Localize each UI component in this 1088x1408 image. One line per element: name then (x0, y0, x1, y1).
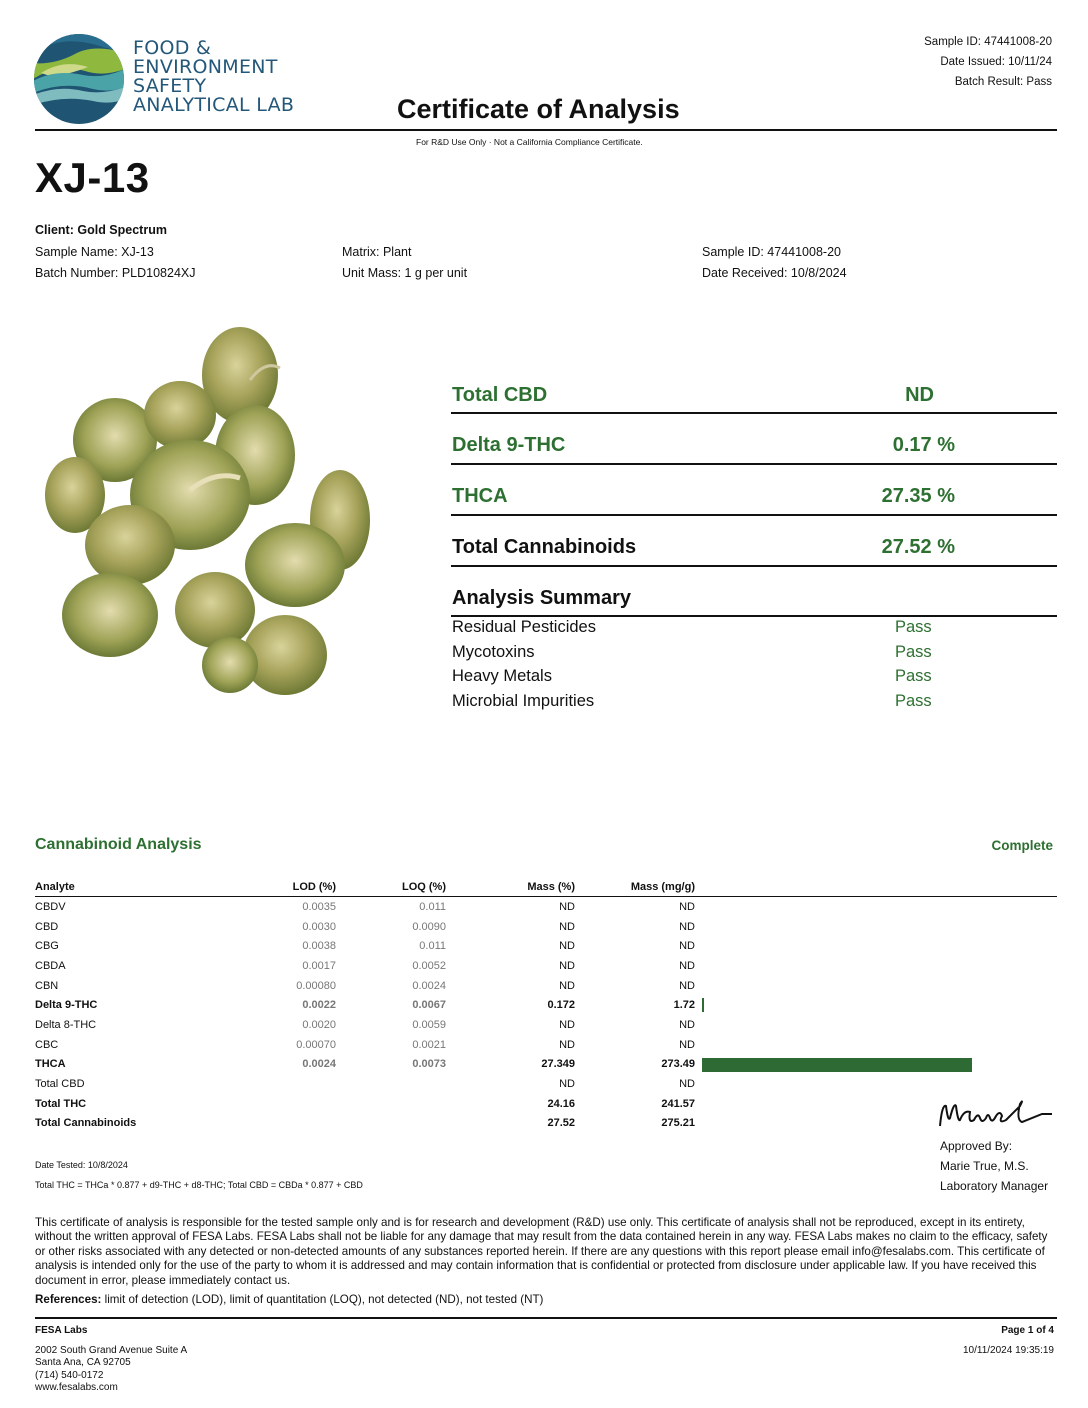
product-name: XJ-13 (35, 154, 150, 201)
footer-timestamp: 10/11/2024 19:35:19 (962, 1344, 1054, 1356)
date-received: Date Received: 10/8/2024 (702, 266, 847, 280)
loq-cell: 0.011 (419, 940, 446, 953)
lab-logo (33, 33, 125, 125)
analysis-item-status: Pass (895, 692, 932, 710)
table-row (35, 936, 1057, 956)
analyte-cell: Delta 9-THC (35, 999, 98, 1012)
table-row (35, 1055, 1057, 1075)
references-label: References: (35, 1293, 102, 1306)
table-row (35, 1035, 1057, 1055)
cannabinoid-table-body (35, 897, 1057, 1134)
table-row (35, 956, 1057, 976)
column-header-bar (695, 878, 1057, 897)
bar-cell (695, 1074, 1057, 1094)
analyte-cell: CBG (35, 940, 59, 953)
mass-mg-cell: ND (679, 1078, 695, 1091)
column-header-analyte: Analyte (35, 878, 225, 897)
bar-cell (695, 917, 1057, 937)
bar-cell (695, 1035, 1057, 1055)
client-name: Client: Gold Spectrum (35, 223, 167, 237)
lod-cell: 0.00080 (296, 979, 336, 992)
mass-bar (702, 998, 704, 1012)
sample-info-col2 (342, 242, 467, 284)
logo-line: FOOD & (133, 37, 212, 59)
column-header-lod: LOD (%) (225, 878, 336, 897)
lod-cell: 0.0022 (302, 999, 336, 1012)
lod-cell: 0.0030 (302, 920, 336, 933)
footer-company: FESA Labs (35, 1325, 88, 1336)
summary-value: 27.35 % (881, 485, 955, 507)
lod-cell (225, 1094, 336, 1114)
table-row (35, 1114, 1057, 1134)
signature (936, 1092, 1056, 1136)
header-meta (924, 32, 1052, 92)
sample-id: Sample ID: 47441008-20 (702, 245, 841, 259)
lod-cell: 0.00070 (296, 1038, 336, 1051)
mass-pct-cell: ND (559, 979, 575, 992)
summary-label: THCA (452, 485, 508, 507)
analyte-cell: THCA (35, 1058, 66, 1071)
header-divider (35, 129, 1057, 131)
mass-pct-cell: ND (559, 920, 575, 933)
table-row (35, 976, 1057, 996)
cannabinoid-section-title: Cannabinoid Analysis (35, 836, 202, 853)
sample-info-col3 (702, 242, 847, 284)
loq-cell: 0.0024 (412, 979, 446, 992)
loq-cell (336, 1094, 446, 1114)
header-batch-result: Batch Result: Pass (954, 76, 1052, 88)
loq-cell: 0.0067 (412, 999, 446, 1012)
approval-block (940, 1136, 1048, 1196)
header-sample-id: Sample ID: 47441008-20 (924, 36, 1052, 48)
mass-pct-cell: 27.349 (541, 1058, 575, 1071)
loq-cell: 0.0073 (412, 1058, 446, 1071)
footer-address-line: 2002 South Grand Avenue Suite A (35, 1344, 188, 1356)
mass-bar (702, 1058, 972, 1072)
loq-cell (336, 1114, 446, 1134)
column-header-loq: LOQ (%) (336, 878, 446, 897)
mass-mg-cell: 275.21 (661, 1117, 695, 1130)
references-text: limit of detection (LOD), limit of quantitation (LOQ), not detected (ND), not tested (NT) (101, 1293, 544, 1306)
mass-pct-cell: ND (559, 959, 575, 972)
analysis-item-label: Residual Pesticides (452, 618, 596, 636)
page-subtitle: For R&D Use Only · Not a California Compliance Certificate. (416, 137, 643, 147)
loq-cell (336, 1074, 446, 1094)
cannabis-flower-image (40, 320, 380, 710)
footer-phone: (714) 540-0172 (35, 1369, 104, 1381)
loq-cell: 0.0090 (412, 920, 446, 933)
mass-pct-cell: 27.52 (547, 1117, 575, 1130)
mass-pct-cell: 0.172 (547, 999, 575, 1012)
loq-cell: 0.0052 (412, 959, 446, 972)
mass-mg-cell: ND (679, 959, 695, 972)
table-row (35, 1074, 1057, 1094)
bar-cell (695, 956, 1057, 976)
table-row (35, 897, 1057, 917)
header-date-issued: Date Issued: 10/11/24 (940, 56, 1052, 68)
sample-info-col1 (35, 242, 196, 284)
bar-cell (695, 897, 1057, 917)
analysis-summary-header (451, 567, 1057, 617)
footer-divider (35, 1317, 1057, 1319)
mass-mg-cell: ND (679, 979, 695, 992)
mass-pct-cell: ND (559, 1078, 575, 1091)
disclaimer-text: This certificate of analysis is responsible for the tested sample only and is for research and development (R&D) use only. This certificate of analysis shall not be reproduced, except in its entirety, without the written approval of FESA Labs. FESA Labs shall not be liable for any damage that may result from the data contained herein in any way. FESA Labs makes no claim to the efficacy, safety or other risks associated with any detected or non-detected amounts of any substances reported herein. If there are any questions with this report please email info@fesalabs.com. This certificate of analysis is intended only for the use of the party to whom it is addressed and may contain information that is confidential or protected from disclosure under applicable law. If you have received this document in error, please immediately contact us. (35, 1216, 1048, 1287)
date-tested: Date Tested: 10/8/2024 (35, 1160, 128, 1170)
footer-address (35, 1325, 187, 1395)
summary-label: Delta 9-THC (452, 434, 566, 456)
approved-by-label: Approved By: (940, 1139, 1013, 1153)
table-row (35, 917, 1057, 937)
summary-row-total-cannabinoids (451, 516, 1057, 567)
lod-cell (225, 1114, 336, 1134)
mass-mg-cell: ND (679, 1018, 695, 1031)
bar-cell (695, 1055, 1057, 1075)
bar-cell (695, 1015, 1057, 1035)
mass-mg-cell: ND (679, 900, 695, 913)
page-number: Page 1 of 4 (1001, 1325, 1054, 1336)
analyte-cell: CBN (35, 979, 59, 992)
summary-value: 0.17 % (892, 434, 955, 456)
analyte-cell: Total Cannabinoids (35, 1117, 137, 1130)
cannabinoid-table (35, 878, 1057, 1133)
analysis-item-status: Pass (895, 618, 932, 636)
lod-cell: 0.0017 (302, 959, 336, 972)
mass-pct-cell: ND (559, 1018, 575, 1031)
mass-pct-cell: ND (559, 1038, 575, 1051)
lod-cell: 0.0020 (302, 1018, 336, 1031)
table-row (35, 1094, 1057, 1114)
mass-mg-cell: 1.72 (673, 999, 695, 1012)
mass-pct-cell: ND (559, 900, 575, 913)
matrix: Matrix: Plant (342, 245, 412, 259)
signature-graphic (936, 1092, 1056, 1136)
logo-line: SAFETY (133, 75, 207, 97)
bar-cell (695, 936, 1057, 956)
summary-label: Total Cannabinoids (452, 536, 637, 558)
lod-cell: 0.0038 (302, 940, 336, 953)
page-title: Certificate of Analysis (397, 94, 680, 124)
table-header-row (35, 878, 1057, 897)
summary-row-total-cbd (451, 383, 1057, 414)
references (35, 1293, 1053, 1307)
table-row (35, 995, 1057, 1015)
loq-cell: 0.0021 (412, 1038, 446, 1051)
bar-cell (695, 995, 1057, 1015)
analyte-cell: CBC (35, 1038, 59, 1051)
lod-cell: 0.0024 (302, 1058, 336, 1071)
lod-cell (225, 1074, 336, 1094)
summary-value: ND (905, 384, 934, 406)
loq-cell: 0.0059 (412, 1018, 446, 1031)
summary-row-delta9 (451, 414, 1057, 465)
analysis-item-label: Microbial Impurities (452, 692, 595, 710)
analysis-item-label: Heavy Metals (452, 667, 552, 685)
lab-logo-icon (33, 33, 125, 125)
summary-row-thca (451, 465, 1057, 516)
analyte-cell: Total CBD (35, 1078, 85, 1091)
footer-page-info (963, 1325, 1054, 1357)
footer-website: www.fesalabs.com (35, 1382, 118, 1393)
unit-mass: Unit Mass: 1 g per unit (342, 266, 468, 280)
logo-line: ENVIRONMENT (133, 56, 278, 78)
analysis-item-status: Pass (895, 643, 932, 661)
mass-mg-cell: 241.57 (661, 1097, 695, 1110)
cannabinoid-status: Complete (991, 838, 1053, 853)
product-photo (40, 320, 380, 710)
analyte-cell: Total THC (35, 1097, 87, 1110)
analysis-item-status: Pass (895, 667, 932, 685)
bar-cell (695, 976, 1057, 996)
mass-mg-cell: ND (679, 920, 695, 933)
approver-role: Laboratory Manager (940, 1179, 1049, 1193)
analyte-cell: CBD (35, 920, 59, 933)
loq-cell: 0.011 (419, 900, 446, 913)
lod-cell: 0.0035 (302, 900, 336, 913)
mass-pct-cell: 24.16 (547, 1097, 575, 1110)
mass-mg-cell: ND (679, 940, 695, 953)
sample-name: Sample Name: XJ-13 (35, 245, 154, 259)
batch-number: Batch Number: PLD10824XJ (35, 266, 196, 280)
mass-pct-cell: ND (559, 940, 575, 953)
analyte-cell: CBDA (35, 959, 66, 972)
summary-value: 27.52 % (881, 536, 955, 558)
approver-name: Marie True, M.S. (940, 1159, 1029, 1173)
summary-label: Total CBD (452, 384, 548, 406)
lab-logo-text (133, 39, 294, 115)
analysis-summary-title: Analysis Summary (452, 587, 631, 609)
analysis-item-label: Mycotoxins (452, 643, 535, 661)
column-header-mass-mg: Mass (mg/g) (575, 878, 695, 897)
footer-address-line: Santa Ana, CA 92705 (35, 1357, 131, 1368)
mass-mg-cell: 273.49 (661, 1058, 695, 1071)
column-header-mass-pct: Mass (%) (446, 878, 575, 897)
table-row (35, 1015, 1057, 1035)
total-formula: Total THC = THCa * 0.877 + d9-THC + d8-THC; Total CBD = CBDa * 0.877 + CBD (35, 1180, 363, 1190)
logo-line: ANALYTICAL LAB (133, 94, 295, 116)
mass-mg-cell: ND (679, 1038, 695, 1051)
analyte-cell: CBDV (35, 900, 66, 913)
analyte-cell: Delta 8-THC (35, 1018, 97, 1031)
